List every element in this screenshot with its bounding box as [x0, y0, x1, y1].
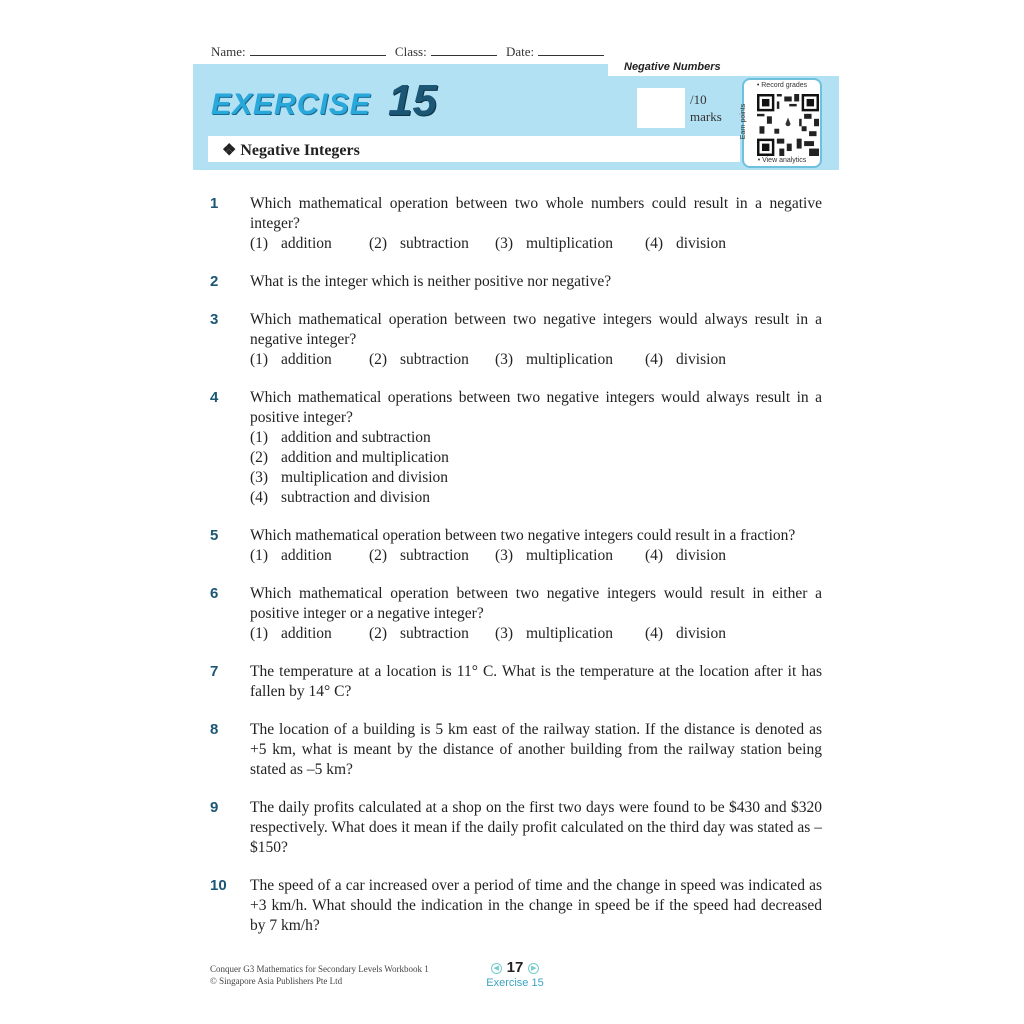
answer-option: [645, 624, 726, 644]
option-number: (1): [250, 625, 269, 642]
question-number: 1: [210, 195, 219, 212]
option-text: addition: [281, 625, 332, 642]
page-number: 17: [506, 959, 524, 976]
option-number: (4): [645, 625, 664, 642]
option-number: (4): [645, 547, 664, 564]
answer-option: [645, 546, 726, 566]
class-label: Class:: [394, 44, 427, 59]
question-body: [250, 584, 822, 644]
answer-option: [645, 234, 726, 254]
answer-option: [250, 488, 822, 508]
option-text: multiplication: [526, 625, 613, 642]
option-text: division: [676, 547, 726, 564]
question-text: Which mathematical operations between two negative integers would always result in a positive integer?: [250, 389, 822, 426]
option-number: (2): [250, 449, 269, 466]
answer-options: [250, 624, 822, 644]
answer-option: [250, 350, 369, 370]
option-text: multiplication: [526, 351, 613, 368]
option-text: subtraction: [400, 625, 469, 642]
question-body: [250, 310, 822, 370]
question-body: [250, 876, 822, 936]
option-number: (1): [250, 351, 269, 368]
question-item: [210, 388, 822, 508]
option-text: subtraction: [400, 235, 469, 252]
page-nav: [470, 959, 560, 989]
option-number: (2): [369, 547, 388, 564]
question-text: The temperature at a location is 11° C. What is the temperature at the location after it has fallen by 14° C?: [250, 663, 822, 700]
question-text: Which mathematical operation between two negative integers could result in a fraction?: [250, 527, 796, 544]
question-text: The location of a building is 5 km east of the railway station. If the distance is denoted as +5 km, what is meant by the distance of another building from the railway station being stated as –5 km?: [250, 721, 822, 778]
copyright: © Singapore Asia Publishers Pte Ltd: [210, 976, 343, 986]
question-item: [210, 584, 822, 644]
option-number: (2): [369, 235, 388, 252]
question-number: 7: [210, 663, 219, 680]
question-item: [210, 876, 822, 936]
exercise-word: EXERCISE: [211, 88, 371, 121]
question-body: [250, 662, 822, 702]
answer-option: [495, 624, 645, 644]
question-text: Which mathematical operation between two negative integers would result in either a positive integer or a negative integer?: [250, 585, 822, 622]
question-number: 9: [210, 799, 219, 816]
question-number: 5: [210, 527, 219, 544]
option-number: (1): [250, 429, 269, 446]
answer-options: [250, 234, 822, 254]
exercise-link[interactable]: Exercise 15: [486, 977, 544, 989]
option-number: (1): [250, 235, 269, 252]
prev-page-icon[interactable]: ◀: [491, 963, 502, 974]
qr-view-analytics: • View analytics: [757, 157, 807, 164]
question-body: [250, 798, 822, 858]
qr-earn-points: Earn points: [740, 103, 748, 140]
question-list: [210, 194, 822, 954]
question-body: [250, 388, 822, 508]
question-number: 8: [210, 721, 219, 738]
name-label: Name:: [211, 44, 246, 59]
question-body: [250, 272, 822, 292]
option-text: multiplication: [526, 235, 613, 252]
question-body: [250, 526, 822, 566]
marks-box: [637, 88, 685, 128]
option-text: subtraction and division: [281, 489, 430, 506]
option-text: multiplication: [526, 547, 613, 564]
question-number: 2: [210, 273, 219, 290]
answer-option: [369, 624, 495, 644]
marks-label: marks: [690, 109, 722, 124]
question-number: 10: [210, 877, 227, 894]
question-text: Which mathematical operation between two negative integers would always result in a negative integer?: [250, 311, 822, 348]
option-text: addition and subtraction: [281, 429, 431, 446]
option-text: multiplication and division: [281, 469, 449, 486]
answer-options: [250, 546, 822, 566]
option-number: (3): [495, 547, 514, 564]
date-blank: [538, 45, 604, 56]
question-text: What is the integer which is neither positive nor negative?: [250, 273, 612, 290]
question-item: [210, 272, 822, 292]
book-title: Conquer G3 Mathematics for Secondary Levels Workbook 1: [210, 964, 429, 974]
marks-total: [690, 91, 722, 125]
option-text: division: [676, 351, 726, 368]
qr-card[interactable]: [742, 78, 822, 168]
question-item: [210, 526, 822, 566]
answer-option: [250, 428, 822, 448]
answer-option: [369, 234, 495, 254]
answer-options: [250, 350, 822, 370]
name-blank: [250, 45, 386, 56]
qr-record-grades: • Record grades: [756, 82, 808, 89]
student-info-line: [211, 44, 610, 60]
question-item: [210, 720, 822, 780]
question-text: The speed of a car increased over a period of time and the change in speed was indicated as +3 km/h. What should the indication in the change in speed be if the speed had decreased by 7 km/h?: [250, 877, 822, 934]
next-page-icon[interactable]: ▶: [528, 963, 539, 974]
option-text: addition: [281, 547, 332, 564]
answer-option: [250, 468, 822, 488]
question-number: 6: [210, 585, 219, 602]
question-body: [250, 720, 822, 780]
question-number: 3: [210, 311, 219, 328]
answer-option: [250, 448, 822, 468]
question-body: [250, 194, 822, 254]
question-item: [210, 798, 822, 858]
option-text: subtraction: [400, 547, 469, 564]
answer-option: [250, 546, 369, 566]
answer-option: [369, 350, 495, 370]
question-item: [210, 194, 822, 254]
answer-option: [495, 546, 645, 566]
answer-option: [250, 624, 369, 644]
chapter-title: Negative Numbers: [624, 61, 721, 73]
option-number: (4): [645, 235, 664, 252]
answer-option: [369, 546, 495, 566]
option-text: division: [676, 235, 726, 252]
option-number: (4): [250, 489, 269, 506]
exercise-number: 15: [388, 76, 437, 125]
option-number: (3): [495, 351, 514, 368]
option-number: (3): [495, 625, 514, 642]
option-text: subtraction: [400, 351, 469, 368]
option-number: (2): [369, 625, 388, 642]
option-number: (1): [250, 547, 269, 564]
question-item: [210, 662, 822, 702]
date-label: Date:: [505, 44, 535, 59]
option-number: (3): [495, 235, 514, 252]
question-item: [210, 310, 822, 370]
option-text: addition and multiplication: [281, 449, 449, 466]
question-text: The daily profits calculated at a shop on the first two days were found to be $430 and $320 respectively. What does it mean if the daily profit calculated on the third day was stated as –$150?: [250, 799, 822, 856]
option-text: division: [676, 625, 726, 642]
option-number: (3): [250, 469, 269, 486]
option-text: addition: [281, 235, 332, 252]
option-number: (2): [369, 351, 388, 368]
answer-option: [495, 350, 645, 370]
answer-option: [645, 350, 726, 370]
answer-option: [250, 234, 369, 254]
class-blank: [431, 45, 497, 56]
question-number: 4: [210, 389, 219, 406]
option-number: (4): [645, 351, 664, 368]
total-marks: /10: [690, 92, 707, 107]
qr-code-icon[interactable]: [757, 94, 819, 156]
option-text: addition: [281, 351, 332, 368]
topic-title: ❖ Negative Integers: [222, 142, 360, 159]
answer-option: [495, 234, 645, 254]
footer-publisher: [210, 963, 429, 987]
question-text: Which mathematical operation between two whole numbers could result in a negative integer?: [250, 195, 822, 232]
